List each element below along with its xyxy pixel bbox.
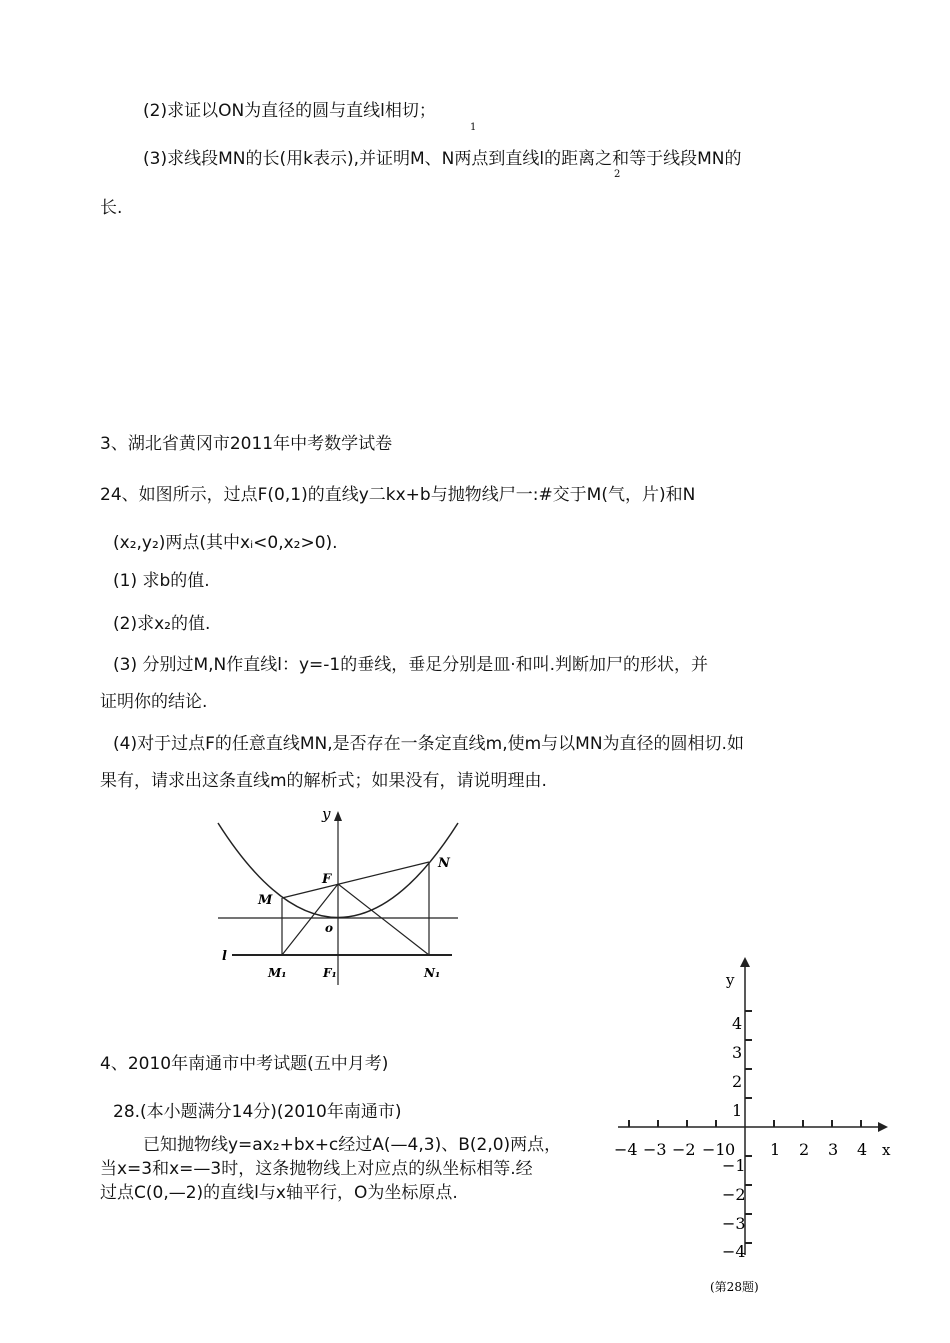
- fig28-ytick-neg2: −2: [722, 1185, 746, 1204]
- subscript-1: 1: [470, 122, 477, 133]
- fig24-label-l: l: [222, 949, 227, 964]
- fig28-xtick-neg2: −2: [672, 1140, 696, 1159]
- section-4-heading: 4、2010年南通市中考试题(五中月考): [100, 1054, 389, 1074]
- fig28-ytick-4: 4: [732, 1014, 743, 1033]
- q28-line-2: 当x=3和x=—3时，这条抛物线上对应点的纵坐标相等.经: [100, 1159, 533, 1179]
- q24-part-1: (1) 求b的值.: [113, 571, 210, 591]
- question-part-3-end: 长.: [100, 198, 123, 218]
- fig28-xtick-neg1: −1: [702, 1140, 726, 1159]
- fig24-y-arrow: [334, 811, 342, 821]
- fig24-label-F: F: [322, 872, 332, 887]
- fig24-label-y: y: [322, 805, 331, 823]
- fig24-label-M1: M₁: [268, 966, 287, 980]
- fig28-y-arrow: [740, 957, 750, 967]
- q24-part-2: (2)求x₂的值.: [113, 614, 211, 634]
- q24-part-4-line-2: 果有，请求出这条直线m的解析式；如果没有，请说明理由.: [100, 771, 547, 791]
- fig28-xtick-2: 2: [799, 1140, 810, 1159]
- fig24-line-MN: [282, 862, 429, 898]
- fig28-xtick-neg4: −4: [614, 1140, 638, 1159]
- section-3-heading: 3、湖北省黄冈市2011年中考数学试卷: [100, 434, 393, 454]
- question-part-2: (2)求证以ON为直径的圆与直线l相切；: [143, 101, 436, 121]
- fig28-ytick-neg4: −4: [722, 1242, 746, 1261]
- fig24-F-N1: [338, 884, 429, 955]
- q24-line-2: (x₂,y₂)两点(其中xᵢ<0,x₂>0).: [113, 533, 338, 553]
- q24-parabola-figure: [210, 805, 470, 990]
- q28-line-1: 已知抛物线y=ax₂+bx+c经过A(—4,3)、B(2,0)两点，: [143, 1135, 562, 1155]
- fig28-xtick-1: 1: [770, 1140, 781, 1159]
- q28-line-3: 过点C(0,—2)的直线l与x轴平行，O为坐标原点.: [100, 1183, 458, 1203]
- fig24-label-F1: F₁: [323, 966, 337, 980]
- fig24-label-N: N: [438, 856, 450, 871]
- fig28-ytick-neg1: −1: [722, 1156, 746, 1175]
- q24-part-3-line-1: (3) 分别过M,N作直线l：y=-1的垂线，垂足分别是皿·和叫.判断加尸的形状，并: [113, 655, 709, 675]
- fig28-ytick-3: 3: [732, 1043, 743, 1062]
- q24-part-3-line-2: 证明你的结论.: [100, 692, 208, 712]
- fig24-label-M: M: [258, 893, 273, 908]
- fig24-label-O: o: [325, 921, 334, 935]
- fig28-x-arrow: [878, 1122, 888, 1132]
- fig28-xtick-0: 0: [725, 1140, 736, 1159]
- fig28-xtick-neg3: −3: [643, 1140, 667, 1159]
- fig28-ytick-1: 1: [732, 1101, 743, 1120]
- fig28-xtick-3: 3: [828, 1140, 839, 1159]
- fig28-caption: (第28题): [710, 1280, 759, 1294]
- fig28-ytick-2: 2: [732, 1072, 743, 1091]
- q28-title: 28.(本小题满分14分)(2010年南通市): [113, 1102, 402, 1122]
- question-part-3: (3)求线段MN的长(用k表示),并证明M、N两点到直线l的距离之和等于线段MN的: [143, 149, 742, 169]
- subscript-2: 2: [614, 169, 621, 180]
- fig24-label-N1: N₁: [424, 966, 441, 980]
- q24-part-4-line-1: (4)对于过点F的任意直线MN,是否存在一条定直线m,使m与以MN为直径的圆相切.如: [113, 734, 744, 754]
- fig28-xtick-4: 4: [857, 1140, 868, 1159]
- fig24-F-M1: [282, 884, 338, 955]
- q28-coordinate-figure: [610, 955, 900, 1295]
- fig28-ytick-neg3: −3: [722, 1214, 746, 1233]
- fig28-label-x: x: [882, 1141, 891, 1159]
- fig28-label-y: y: [726, 971, 735, 989]
- q24-line-1: 24、如图所示，过点F(0,1)的直线y二kx+b与抛物线尸一:#交于M(气，片)和N: [100, 485, 696, 505]
